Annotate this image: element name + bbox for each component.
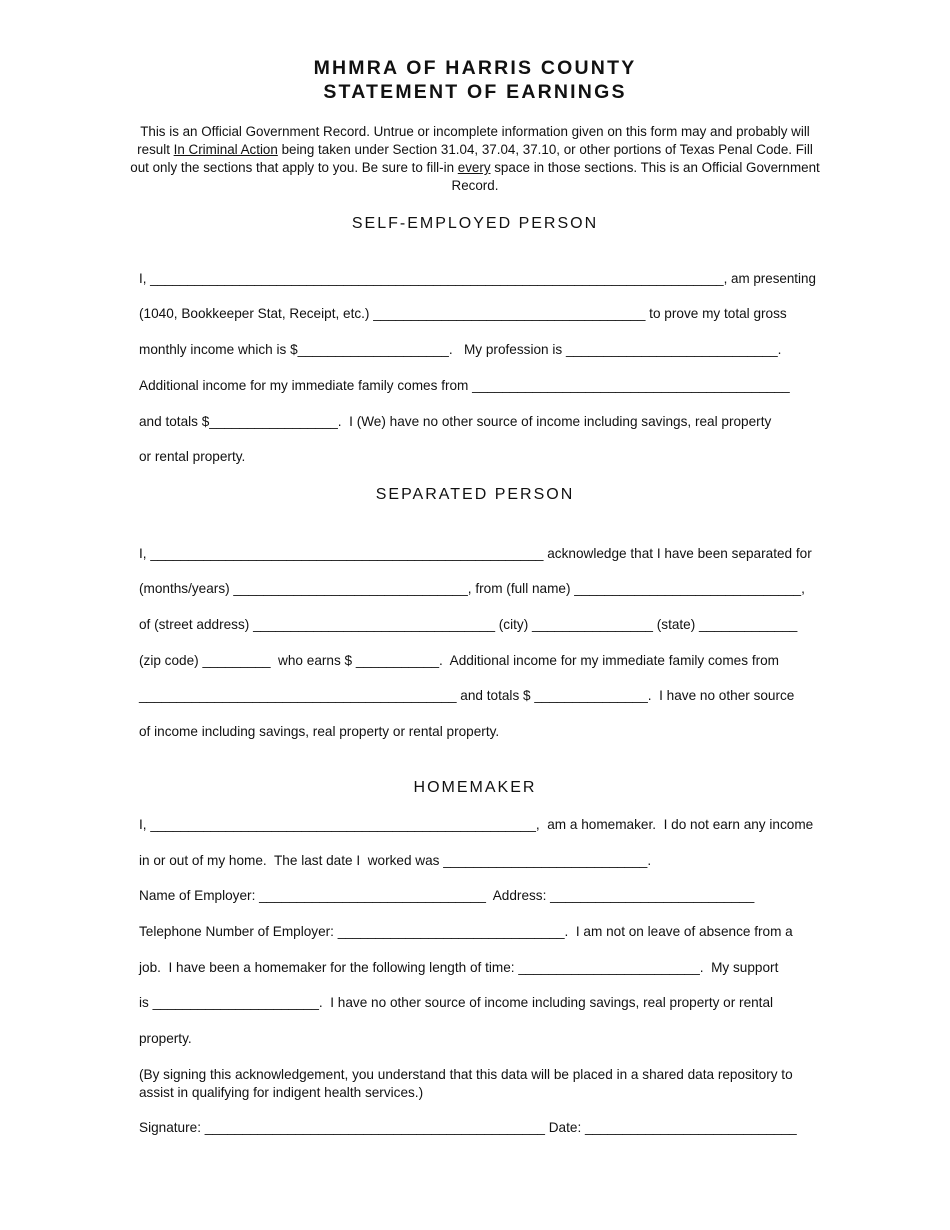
intro-underline-every: every bbox=[457, 160, 491, 175]
separated-line: of income including savings, real property or rental property. bbox=[139, 724, 500, 739]
self-employed-line: (1040, Bookkeeper Stat, Receipt, etc.) ____________________________________ to prove my total gross bbox=[139, 306, 787, 321]
signature-date-line: Signature: _____________________________________________ Date: ____________________________ bbox=[139, 1120, 797, 1135]
homemaker-line: property. bbox=[139, 1031, 192, 1046]
separated-line: of (street address) ________________________________ (city) ________________ (state) _____________ bbox=[139, 617, 798, 632]
section-heading-homemaker: HOMEMAKER bbox=[413, 779, 537, 796]
form-title-line1: MHMRA OF HARRIS COUNTY bbox=[313, 57, 637, 79]
homemaker-line: job. I have been a homemaker for the following length of time: ________________________. My support bbox=[139, 960, 779, 975]
homemaker-line: I, ___________________________________________________, am a homemaker. I do not earn any income bbox=[139, 817, 814, 832]
homemaker-line: in or out of my home. The last date I worked was ___________________________. bbox=[139, 853, 652, 868]
separated-line: I, ____________________________________________________ acknowledge that I have been separated for bbox=[139, 546, 812, 561]
self-employed-line: monthly income which is $____________________. My profession is ____________________________. bbox=[139, 342, 782, 357]
self-employed-line: Additional income for my immediate family comes from __________________________________________ bbox=[139, 378, 790, 393]
section-heading-separated: SEPARATED PERSON bbox=[375, 486, 575, 503]
self-employed-line: and totals $_________________. I (We) have no other source of income including savings, real property bbox=[139, 414, 772, 429]
separated-line: (zip code) _________ who earns $ ___________. Additional income for my immediate family comes from bbox=[139, 653, 780, 668]
intro-text-3: space in those sections. This is an Official Government Record. bbox=[451, 160, 820, 193]
homemaker-line: Name of Employer: ______________________________ Address: ___________________________ bbox=[139, 888, 755, 903]
separated-line: __________________________________________ and totals $ _______________. I have no other source bbox=[139, 688, 795, 703]
intro-text-1: This is an Official Government Record. Untrue or incomplete information given on this form may and probably will result bbox=[137, 124, 810, 157]
intro-text-2: being taken under Section 31.04, 37.04, 37.10, or other portions of Texas Penal Code. Fill out only the sections that apply to you. Be sure to fill-in bbox=[130, 142, 813, 175]
homemaker-line: is ______________________. I have no other source of income including savings, real property or rental bbox=[139, 995, 774, 1010]
homemaker-line: Telephone Number of Employer: ______________________________. I am not on leave of absence from a bbox=[139, 924, 793, 939]
section-heading-self-employed: SELF-EMPLOYED PERSON bbox=[351, 215, 599, 232]
acknowledgement-note: (By signing this acknowledgement, you understand that this data will be placed in a shared data repository to assist in qualifying for indigent health services.) bbox=[139, 1067, 793, 1100]
separated-line: (months/years) _______________________________, from (full name) ______________________________, bbox=[139, 581, 805, 596]
intro-underline-criminal-action: In Criminal Action bbox=[173, 142, 278, 157]
self-employed-line: I, _____________________________________________________________________________, am presenting bbox=[139, 271, 816, 286]
self-employed-line: or rental property. bbox=[139, 449, 246, 464]
intro-warning bbox=[130, 123, 820, 195]
form-title-line2: STATEMENT OF EARNINGS bbox=[323, 81, 627, 103]
